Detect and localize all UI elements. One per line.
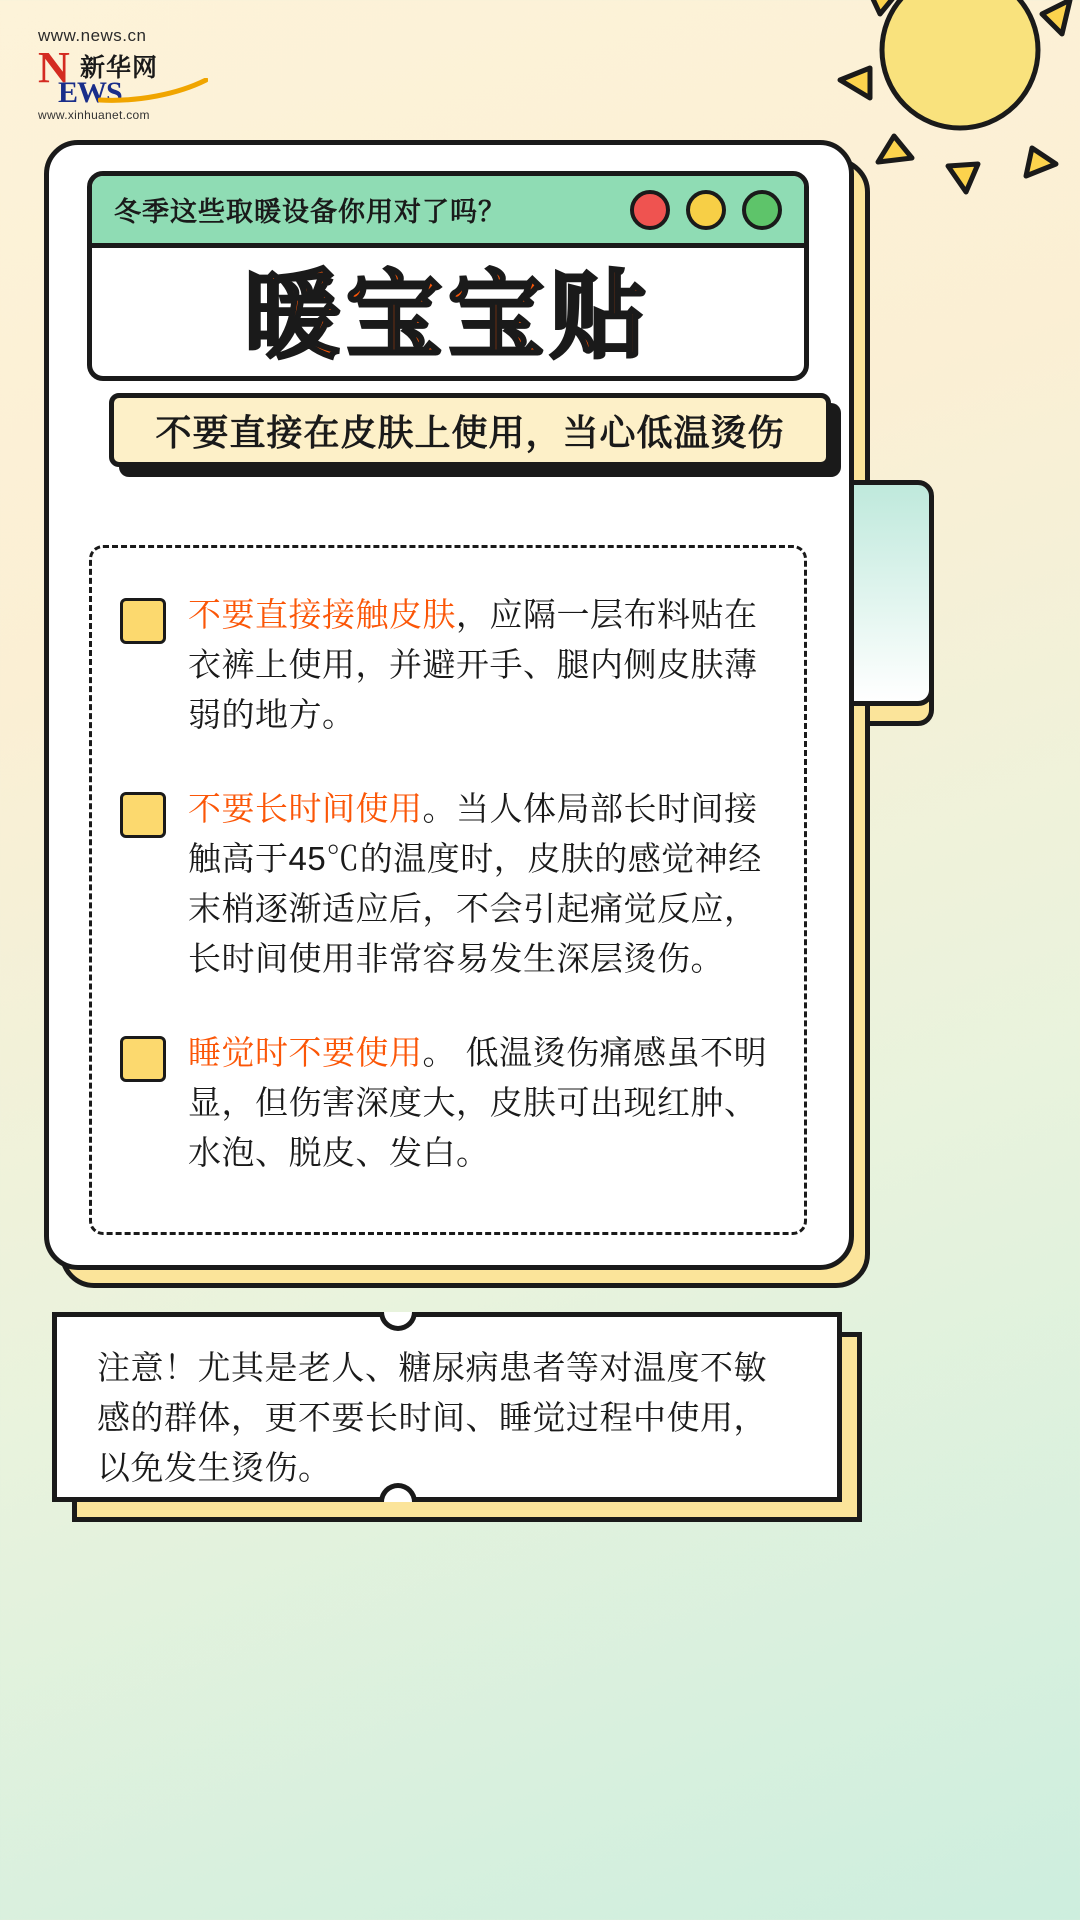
tip-text <box>188 590 776 740</box>
tip-highlight: 不要长时间使用 <box>188 790 423 827</box>
note-text: 注意！尤其是老人、糖尿病患者等对温度不敏感的群体，更不要长时间、睡觉过程中使用，以免发生烫伤。 <box>97 1349 767 1486</box>
main-card <box>44 140 854 1270</box>
window-title: 冬季这些取暖设备你用对了吗？ <box>114 197 506 227</box>
logo-url-top: www.news.cn <box>38 26 147 45</box>
checkbox-icon <box>120 1036 166 1082</box>
swoosh-icon <box>98 78 208 104</box>
note-box <box>52 1312 842 1502</box>
side-flap <box>848 480 934 706</box>
list-item <box>120 1028 776 1178</box>
tip-highlight: 不要直接接触皮肤 <box>188 596 456 633</box>
tip-text <box>188 784 776 984</box>
window-titlebar <box>92 176 804 248</box>
window-minimize-dot[interactable] <box>686 190 726 230</box>
tip-body: ，应隔一层布料贴在衣裤上使用，并避开手、腿内侧皮肤薄弱的地方。 <box>188 596 758 733</box>
checkbox-icon <box>120 792 166 838</box>
notch-top-icon <box>379 1312 417 1331</box>
window-panel <box>87 171 809 381</box>
window-maximize-dot[interactable] <box>742 190 782 230</box>
subtitle-banner: 不要直接在皮肤上使用，当心低温烫伤 <box>109 393 831 467</box>
xinhua-logo <box>38 26 218 122</box>
checkbox-icon <box>120 598 166 644</box>
logo-url-bottom: www.xinhuanet.com <box>38 108 150 122</box>
headline-title: 暖宝宝贴 <box>244 263 652 370</box>
logo-brand-cn: 新华网 <box>80 54 159 82</box>
notch-bottom-icon <box>379 1483 417 1502</box>
logo-letter-n: N <box>38 43 70 92</box>
logo-brand-news: EWS <box>58 76 122 109</box>
tip-highlight: 睡觉时不要使用 <box>188 1034 423 1071</box>
tip-text <box>188 1028 776 1178</box>
tip-body: 。当人体局部长时间接触高于45℃的温度时，皮肤的感觉神经末梢逐渐适应后，不会引起痛觉反应，长时间使用非常容易发生深层烫伤。 <box>188 790 762 977</box>
list-item <box>120 590 776 740</box>
list-item <box>120 784 776 984</box>
logo-mark <box>38 43 218 109</box>
tips-container <box>89 545 807 1235</box>
window-close-dot[interactable] <box>630 190 670 230</box>
tip-body: 。 低温烫伤痛感虽不明显，但伤害深度大，皮肤可出现红肿、水泡、脱皮、发白。 <box>188 1034 768 1171</box>
